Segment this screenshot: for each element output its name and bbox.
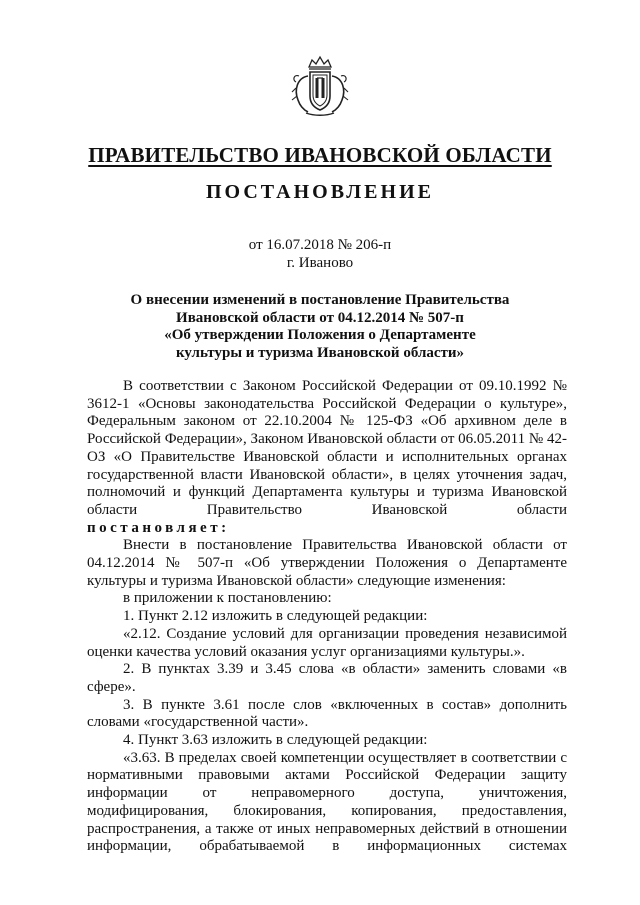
body-paragraph: 2. В пунктах 3.39 и 3.45 слова «в области» заменить словами «в сфере». bbox=[87, 661, 567, 695]
document-subject bbox=[0, 292, 640, 362]
body-paragraph: «3.63. В пределах своей компетенции осуществляет в соответствии с нормативными правовыми актами Российской Федерации защиту информации от неправомерного доступа, уничтожения, модифицирования, блокирования, копирования, предоставления, распространения, а также от иных неправомерных действий в отношении информации, обрабатываемой в информационных системах bbox=[87, 749, 567, 855]
ruling-word: постановляет: bbox=[87, 519, 230, 536]
subject-line: Ивановской области от 04.12.2014 № 507-п bbox=[176, 309, 464, 326]
body-paragraph: Внести в постановление Правительства Ивановской области от 04.12.2014 № 507-п «Об утверждении Положения о Департаменте культуры и туризма Ивановской области» следующие изменения: bbox=[87, 537, 567, 589]
body-paragraph: в приложении к постановлению: bbox=[123, 590, 332, 607]
body-paragraph: 3. В пункте 3.61 после слов «включенных в состав» дополнить словами «государственной части». bbox=[87, 696, 567, 731]
preamble-paragraph: В соответствии с Законом Российской Федерации от 09.10.1992 № 3612-1 «Основы законодательства Российской Федерации о культуре», Федеральным законом от 22.10.2004 № 125-ФЗ «Об архивном деле в Российской Федерации», Законом Ивановской области от 06.05.2011 № 42-ОЗ «О Правительстве Ивановской области и исполнительных органах государственной власти Ивановской области», в целях уточнения задач, полномочий и функций Департамента культуры и туризма Ивановской области Правительство Ивановской области bbox=[87, 378, 567, 518]
date-number: от 16.07.2018 № 206-п bbox=[248, 237, 392, 253]
body-paragraph: «2.12. Создание условий для организации проведения независимой оценки качества условий оказания услуг организациями культуры.». bbox=[87, 625, 567, 660]
city: г. Иваново bbox=[286, 255, 354, 271]
body-paragraph: 1. Пункт 2.12 изложить в следующей редакции: bbox=[123, 608, 428, 625]
coat-of-arms-icon bbox=[289, 54, 351, 118]
subject-line: культуры и туризма Ивановской области» bbox=[175, 344, 465, 361]
document-type: ПОСТАНОВЛЕНИЕ bbox=[206, 181, 434, 203]
body-paragraph: 4. Пункт 3.63 изложить в следующей редакции: bbox=[123, 732, 428, 749]
subject-line: О внесении изменений в постановление Правительства bbox=[130, 292, 510, 308]
subject-line: «Об утверждении Положения о Департаменте bbox=[164, 327, 476, 343]
government-title: ПРАВИТЕЛЬСТВО ИВАНОВСКОЙ ОБЛАСТИ bbox=[88, 143, 552, 167]
document-meta bbox=[0, 236, 640, 272]
document-body bbox=[87, 378, 567, 856]
